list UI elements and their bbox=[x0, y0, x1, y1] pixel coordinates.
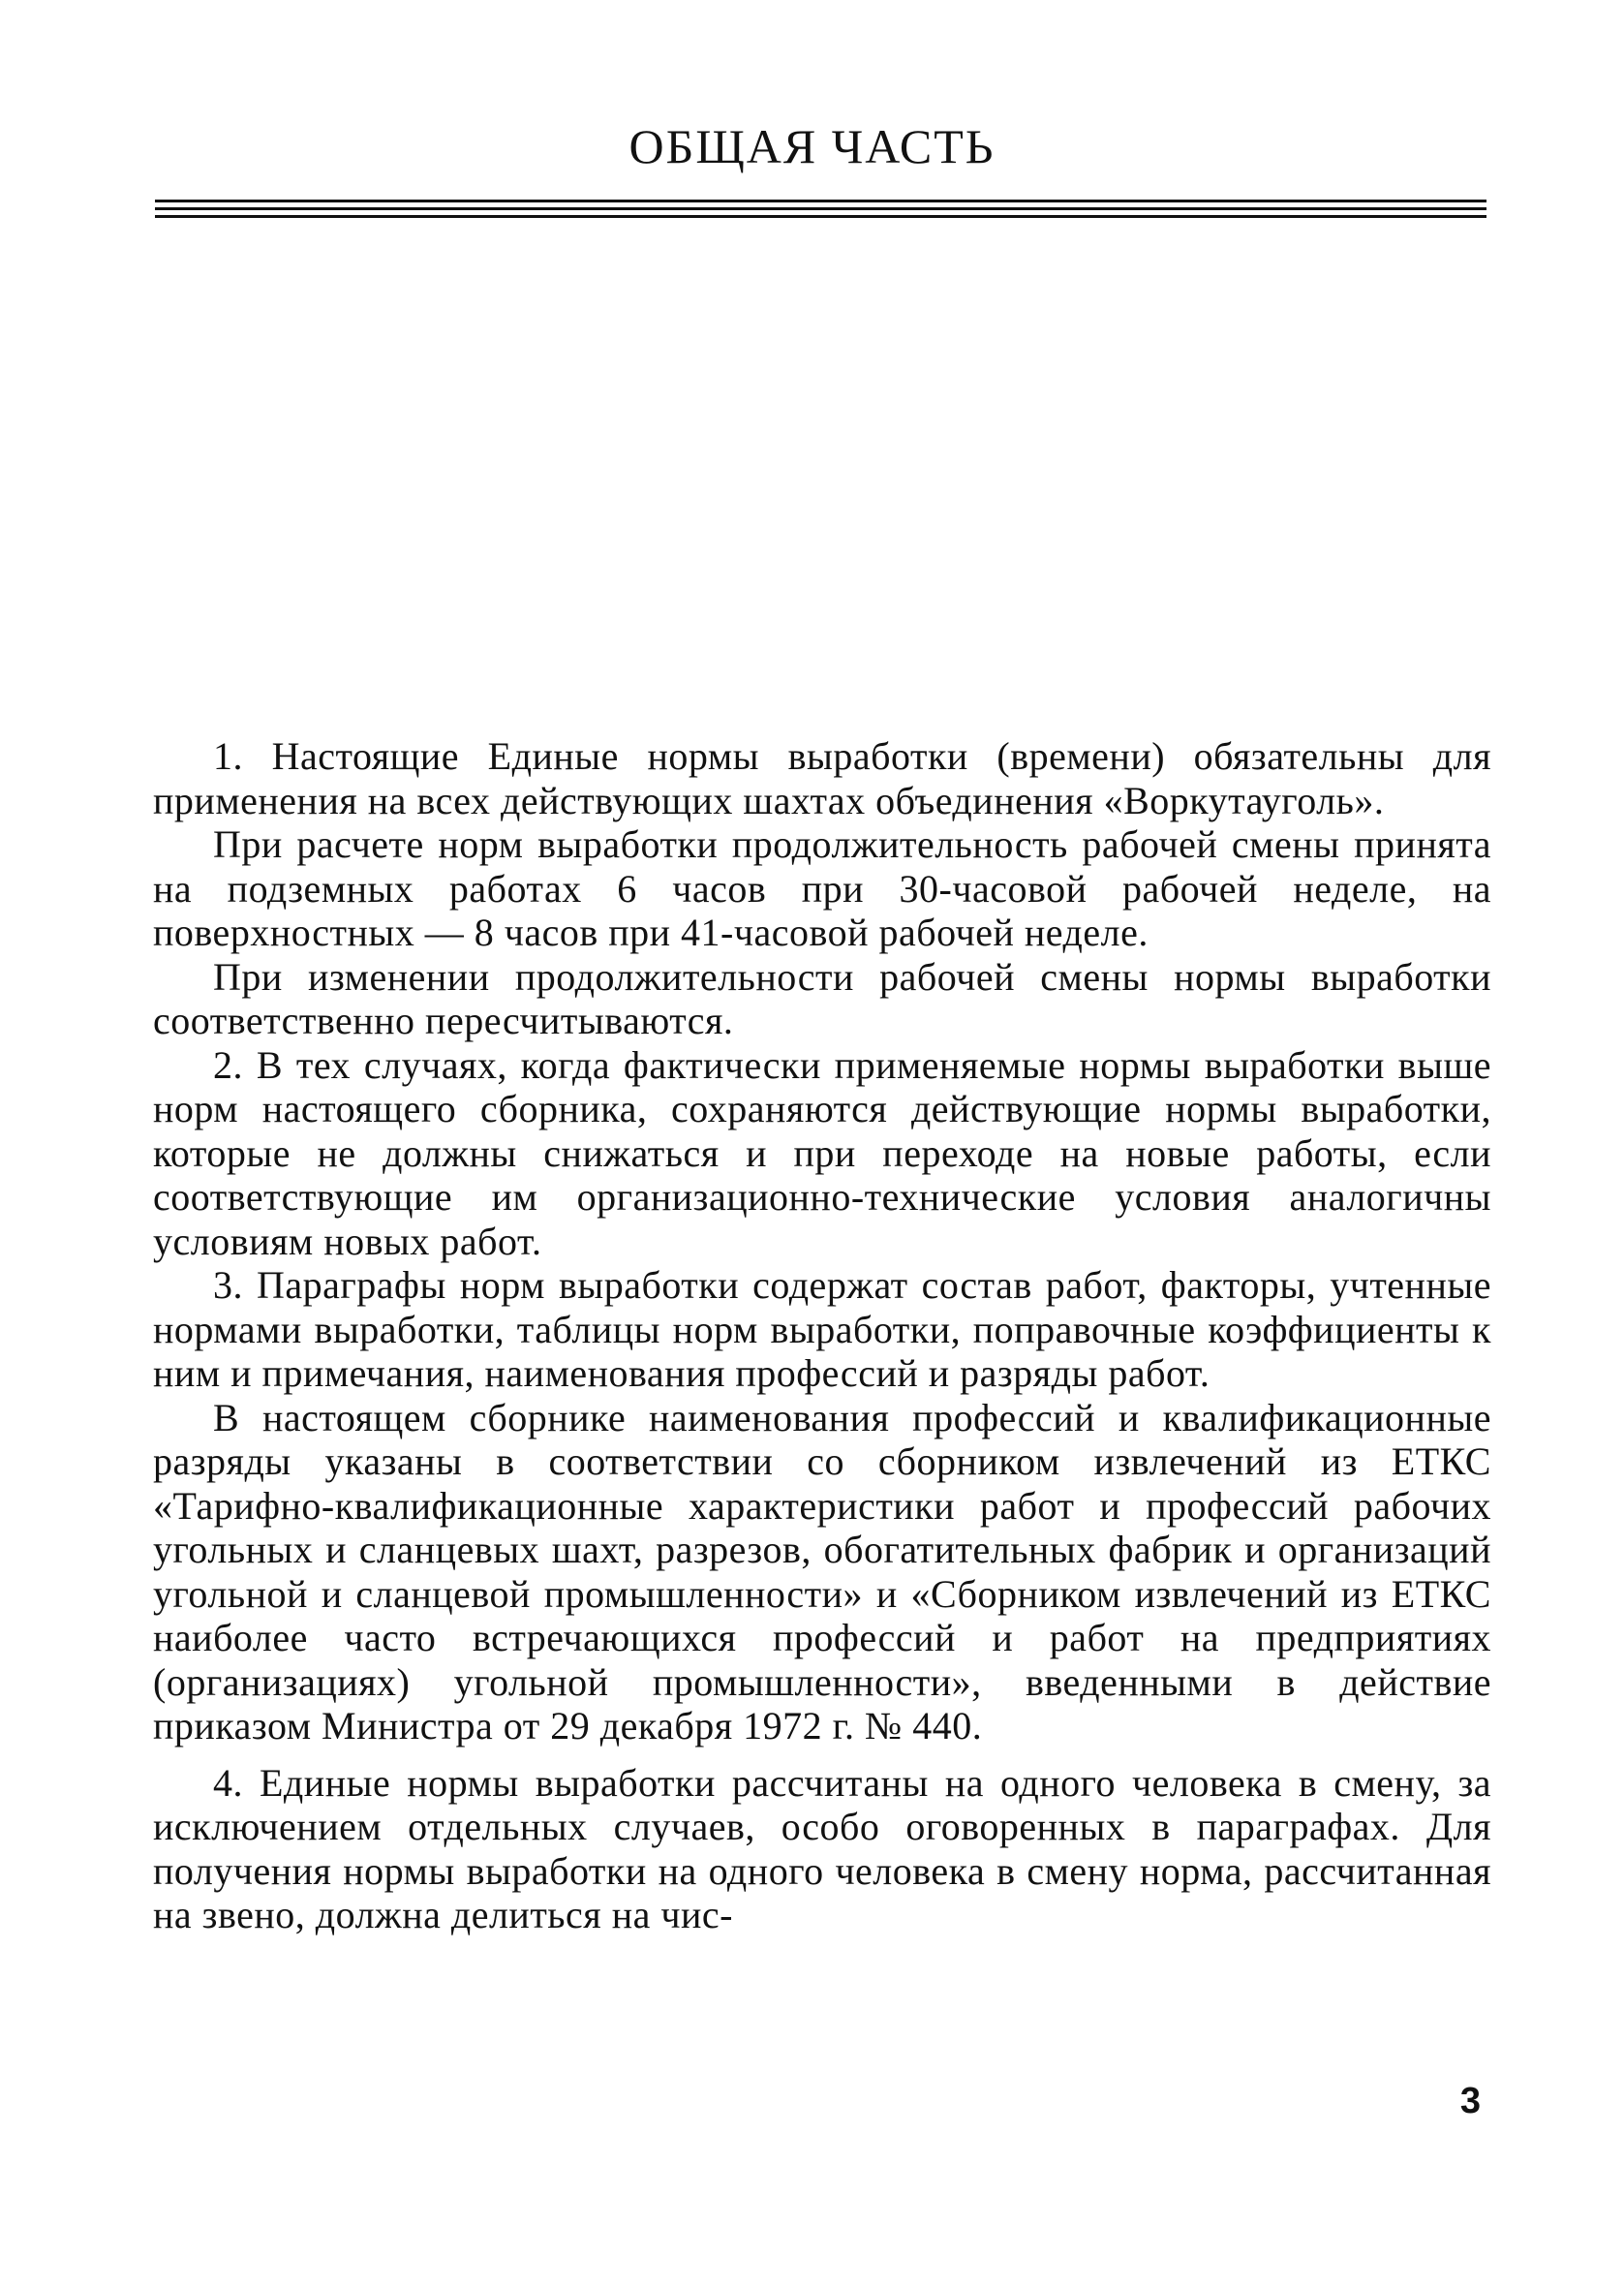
paragraph-7: 4. Единые нормы выработки рассчитаны на одного человека в смену, за исключением отдельных случаев, особо оговоренных в параграфах. Для получения нормы выработки на одного человека в смену норма, рассчитанная на звено, должна делиться на чис- bbox=[153, 1760, 1491, 1936]
page-title: ОБЩАЯ ЧАСТЬ bbox=[628, 119, 996, 173]
paragraph-1: 1. Настоящие Единые нормы выработки (времени) обязательны для применения на всех действующих шахтах объединения «Воркутауголь». bbox=[153, 734, 1491, 822]
paragraph-6: В настоящем сборнике наименования профессий и квалификационные разряды указаны в соответствии со сборником извлечений из ЕТКС «Тарифно-квалификационные характеристики работ и профессий рабочих угольных и сланцевых шахт, разрезов, обогатительных фабрик и организаций угольной и сланцевой промышленности» и «Сборником извлечений из ЕТКС наиболее часто встречающихся профессий и работ на предприятиях (организациях) угольной промышленности», введенными в действие приказом Министра от 29 декабря 1972 г. № 440. bbox=[153, 1395, 1491, 1748]
title-divider-line bbox=[155, 215, 1486, 218]
page-number: 3 bbox=[1459, 2081, 1481, 2121]
paragraph-5: 3. Параграфы норм выработки содержат состав работ, факторы, учтенные нормами выработки, таблицы норм выработки, поправочные коэффициенты к ним и примечания, наименования профессий и разряды работ. bbox=[153, 1263, 1491, 1395]
paragraph-2: При расчете норм выработки продолжительность рабочей смены принята на подземных работах 6 часов при 30-часовой рабочей неделе, на поверхностных — 8 часов при 41-часовой рабочей неделе. bbox=[153, 822, 1491, 954]
paragraph-4: 2. В тех случаях, когда фактически применяемые нормы выработки выше норм настоящего сборника, сохраняются действующие нормы выработки, которые не должны снижаться и при переходе на новые работы, если соответствующие им организационно-технические условия аналогичны условиям новых работ. bbox=[153, 1042, 1491, 1263]
paragraph-3: При изменении продолжительности рабочей смены нормы выработки соответственно пересчитываются. bbox=[153, 954, 1491, 1042]
body-text bbox=[153, 734, 1491, 1937]
title-divider-line bbox=[155, 207, 1486, 210]
title-divider-line bbox=[155, 200, 1486, 202]
